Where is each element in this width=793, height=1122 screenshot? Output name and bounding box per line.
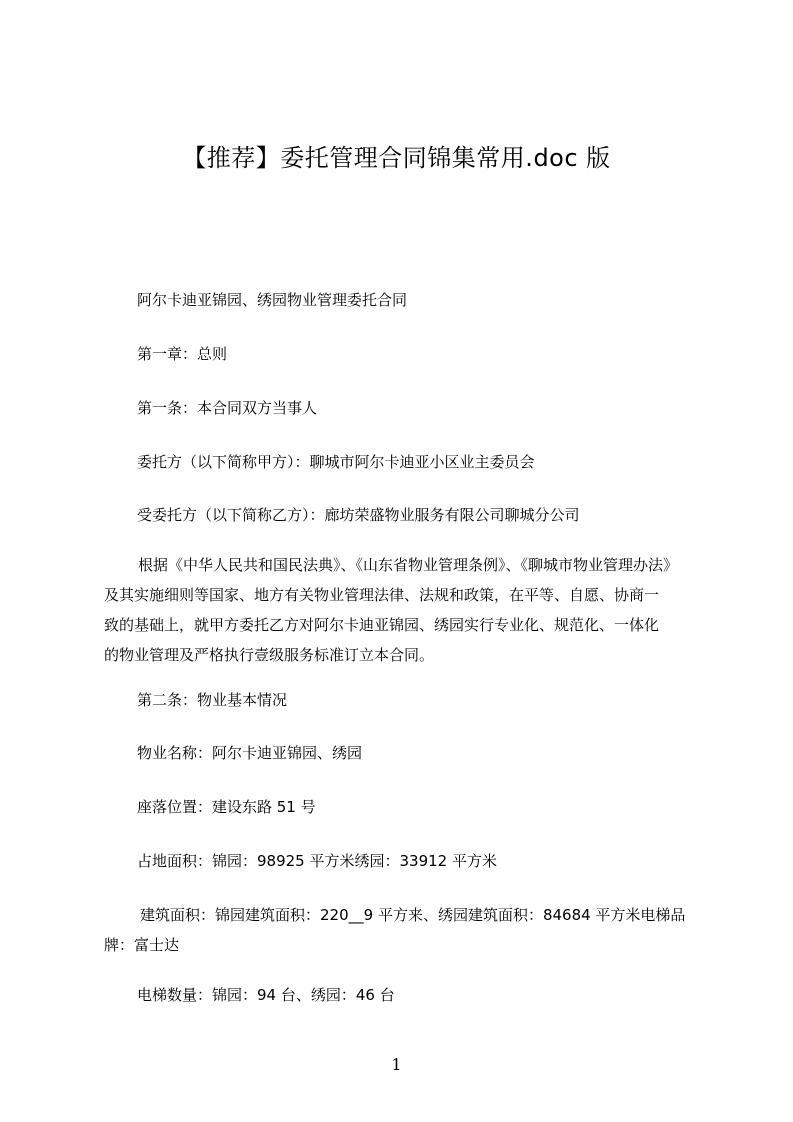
paragraph-line: 牌：富士达 xyxy=(104,936,180,954)
article-1-heading: 第一条：本合同双方当事人 xyxy=(137,399,318,417)
basis-paragraph xyxy=(104,550,714,670)
contract-name: 阿尔卡迪亚锦园、绣园物业管理委托合同 xyxy=(137,291,408,309)
page-number: 1 xyxy=(391,1055,402,1074)
elevator-count-line: 电梯数量：锦园：94 台、绣园：46 台 xyxy=(137,986,395,1004)
location-line: 座落位置：建设东路 51 号 xyxy=(137,798,316,816)
paragraph-line: 建筑面积：锦园建筑面积：220__9 平方来、绣园建筑面积：84684 平方米电梯品 xyxy=(140,906,686,924)
party-b-line: 受委托方（以下简称乙方）：廊坊荣盛物业服务有限公司聊城分公司 xyxy=(137,506,580,524)
land-area-line: 占地面积：锦园：98925 平方米绣园：33912 平方米 xyxy=(137,852,497,870)
paragraph-line: 根据《中华人民共和国民法典》、《山东省物业管理条例》、《聊城市物业管理办法》 xyxy=(138,556,679,574)
article-2-heading: 第二条：物业基本情况 xyxy=(137,691,288,709)
building-area-paragraph xyxy=(104,900,714,960)
party-a-line: 委托方（以下简称甲方）：聊城市阿尔卡迪亚小区业主委员会 xyxy=(137,453,535,471)
document-title: 【推荐】委托管理合同锦集常用.doc 版 xyxy=(182,144,611,172)
property-name-line: 物业名称：阿尔卡迪亚锦园、绣园 xyxy=(137,744,363,762)
chapter-heading: 第一章：总则 xyxy=(137,345,228,363)
paragraph-line: 的物业管理及严格执行壹级服务标准订立本合同。 xyxy=(104,646,435,664)
paragraph-line: 及其实施细则等国家、地方有关物业管理法律、法规和政策，在平等、自愿、协商一 xyxy=(104,586,660,604)
paragraph-line: 致的基础上，就甲方委托乙方对阿尔卡迪亚锦园、绣园实行专业化、规范化、一体化 xyxy=(104,616,660,634)
